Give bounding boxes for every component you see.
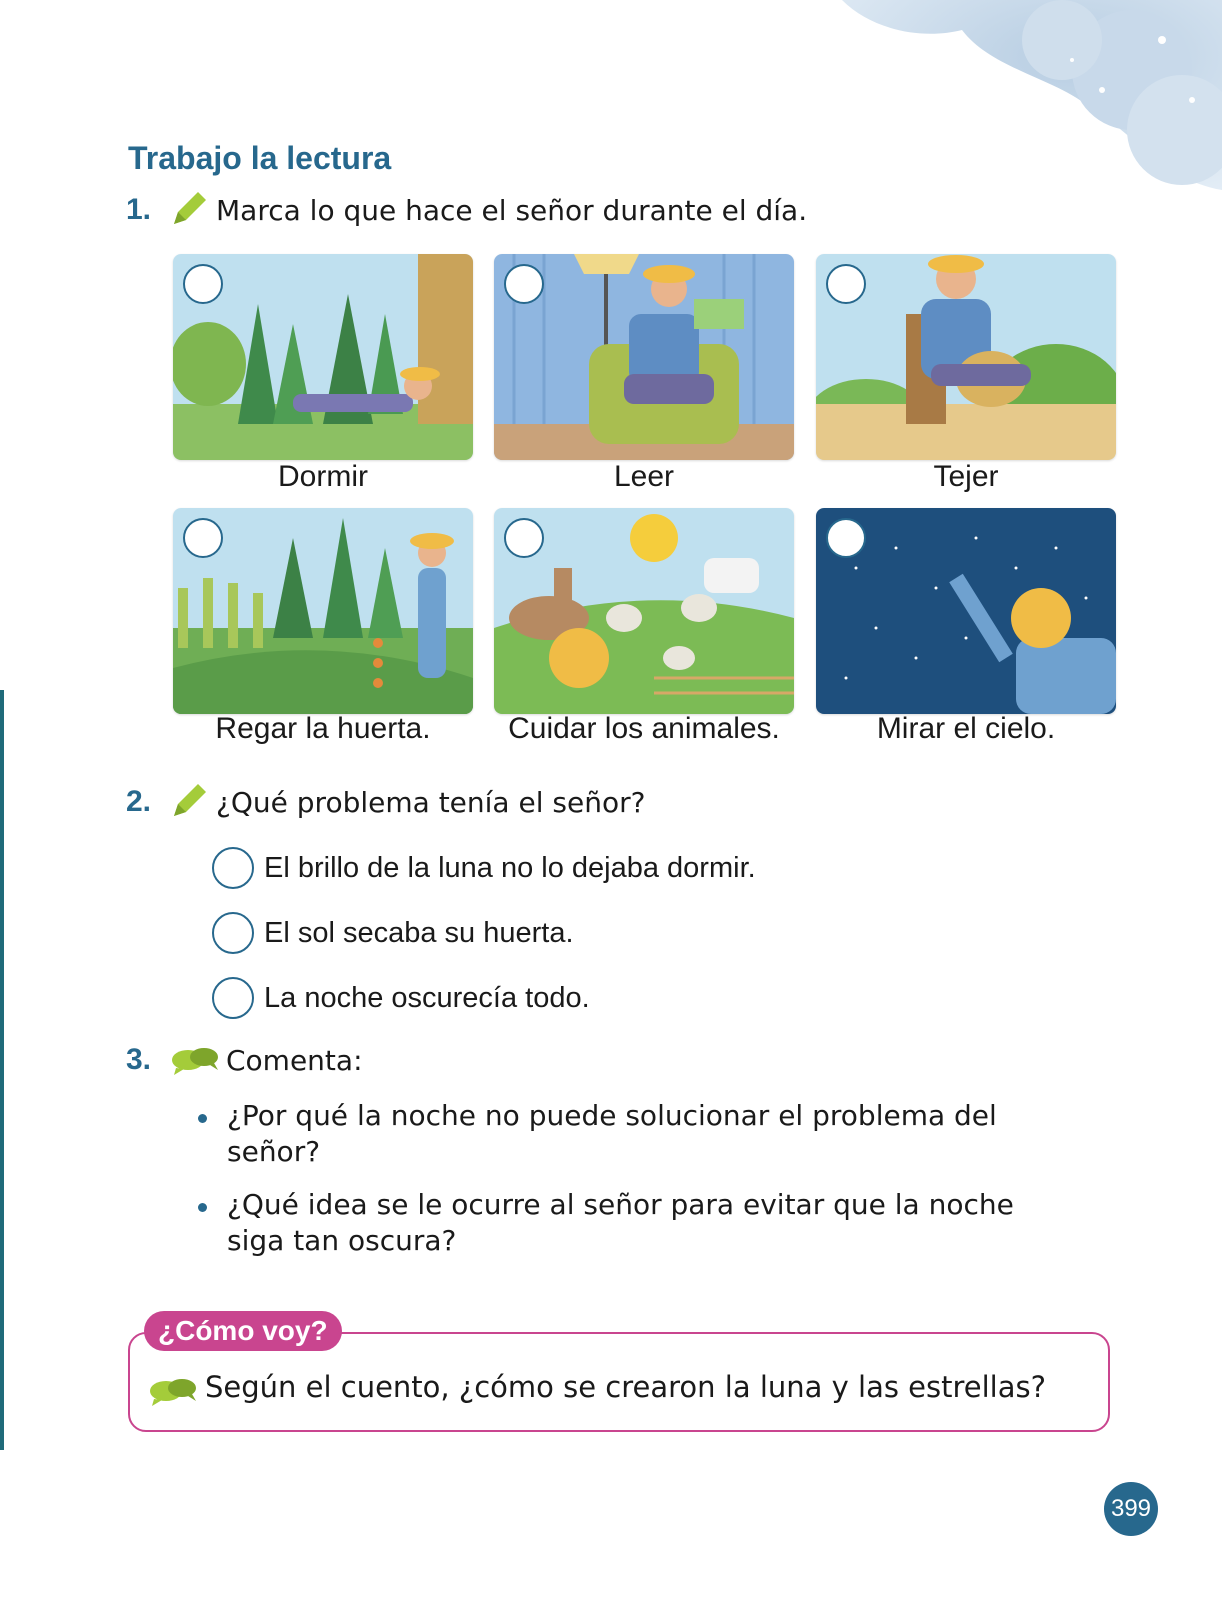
discussion-bullet xyxy=(198,1187,1078,1259)
left-edge-bar xyxy=(0,690,4,1450)
answer-radio[interactable] xyxy=(212,847,254,889)
bullet-dot xyxy=(198,1114,207,1123)
option-checkbox[interactable] xyxy=(183,264,223,304)
option-caption: Mirar el cielo. xyxy=(876,712,1056,745)
question-2-number: 2. xyxy=(126,785,152,818)
answer-option[interactable] xyxy=(212,845,756,891)
question-1-text: Marca lo que hace el señor durante el día. xyxy=(216,194,808,227)
option-checkbox[interactable] xyxy=(504,264,544,304)
answer-radio[interactable] xyxy=(212,977,254,1019)
option-card-leer[interactable] xyxy=(494,254,794,460)
answer-option[interactable] xyxy=(212,910,574,956)
option-card-dormir[interactable] xyxy=(173,254,473,460)
pencil-icon xyxy=(168,188,210,230)
question-3-text: Comenta: xyxy=(226,1044,363,1077)
option-card-cuidar-los-animales[interactable] xyxy=(494,508,794,714)
speech-bubbles-icon xyxy=(170,1046,220,1076)
question-2-text: ¿Qué problema tenía el señor? xyxy=(216,786,646,819)
answer-radio[interactable] xyxy=(212,912,254,954)
option-checkbox[interactable] xyxy=(183,518,223,558)
option-caption: Cuidar los animales. xyxy=(508,712,780,745)
speech-bubbles-icon xyxy=(148,1377,198,1407)
answer-label: El sol secaba su huerta. xyxy=(264,916,574,949)
como-voy-question: Según el cuento, ¿cómo se crearon la luna y las estrellas? xyxy=(205,1370,1046,1404)
option-caption: Leer xyxy=(613,460,675,493)
section-title: Trabajo la lectura xyxy=(128,140,392,176)
option-card-regar-la-huerta[interactable] xyxy=(173,508,473,714)
question-1-number: 1. xyxy=(126,193,152,226)
option-checkbox[interactable] xyxy=(826,264,866,304)
option-caption: Dormir xyxy=(278,460,368,493)
question-3-number: 3. xyxy=(126,1043,152,1076)
cloud-decoration xyxy=(832,0,1222,260)
bullet-text: ¿Por qué la noche no puede solucionar el problema del señor? xyxy=(227,1099,997,1168)
answer-label: La noche oscurecía todo. xyxy=(264,981,590,1014)
answer-option[interactable] xyxy=(212,975,590,1021)
option-checkbox[interactable] xyxy=(504,518,544,558)
bullet-text: ¿Qué idea se le ocurre al señor para evitar que la noche siga tan oscura? xyxy=(227,1188,1014,1257)
discussion-bullet xyxy=(198,1098,1078,1170)
pencil-icon xyxy=(168,780,210,822)
option-card-mirar-el-cielo[interactable] xyxy=(816,508,1116,714)
answer-label: El brillo de la luna no lo dejaba dormir. xyxy=(264,851,756,884)
bullet-dot xyxy=(198,1203,207,1212)
option-caption: Regar la huerta. xyxy=(215,712,431,745)
page-number: 399 xyxy=(1104,1482,1158,1536)
option-caption: Tejer xyxy=(933,460,999,493)
option-card-tejer[interactable] xyxy=(816,254,1116,460)
option-checkbox[interactable] xyxy=(826,518,866,558)
como-voy-label: ¿Cómo voy? xyxy=(144,1311,342,1351)
